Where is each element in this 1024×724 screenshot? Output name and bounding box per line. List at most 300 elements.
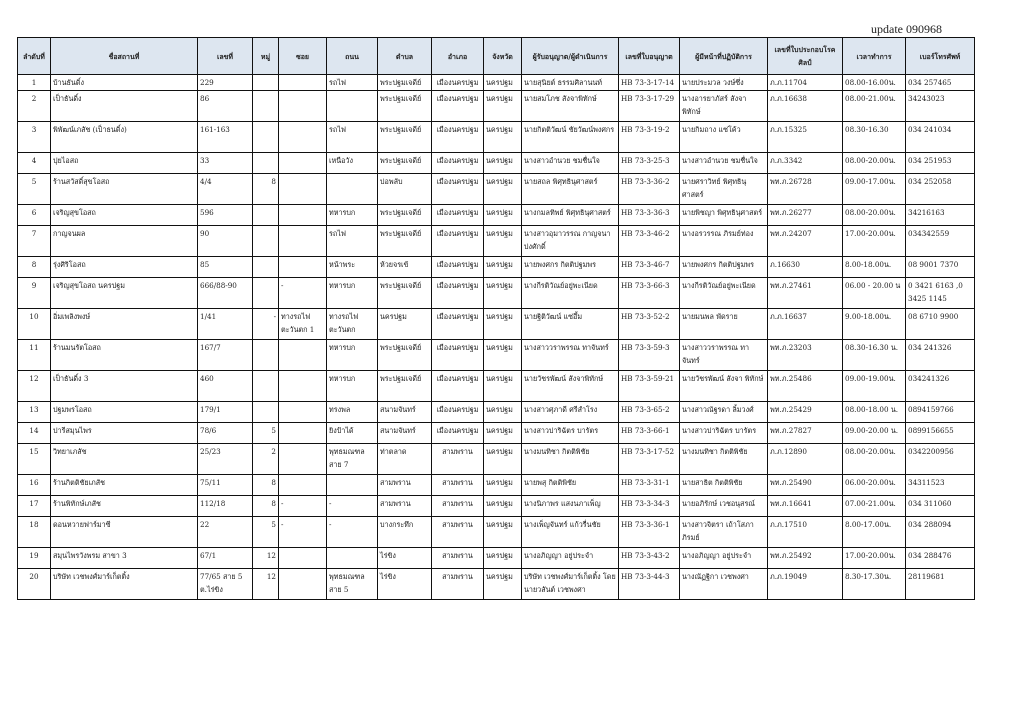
cell-road: ทหารบก (327, 205, 378, 226)
cell-licensee: นายสมโภช สังจาพิทักษ์ (522, 91, 619, 122)
cell-order: 6 (18, 205, 51, 226)
cell-subdistrict: นครปฐม (378, 309, 432, 340)
cell-subdistrict: พระปฐมเจดีย์ (378, 340, 432, 371)
cell-order: 19 (18, 548, 51, 569)
cell-phone: 0 3421 6163 ,0 3425 1145 (906, 278, 975, 309)
cell-order: 3 (18, 122, 51, 153)
cell-province: นครปฐม (484, 91, 522, 122)
cell-license-no: HB 73-3-17-52 (619, 444, 680, 475)
cell-phone: 034 252058 (906, 174, 975, 205)
cell-subdistrict: สนามจันทร์ (378, 402, 432, 423)
cell-moo: 8 (253, 174, 279, 205)
cell-phone: 034 311060 (906, 496, 975, 517)
cell-house-no: 4/4 (198, 174, 253, 205)
cell-phone: 28119681 (906, 569, 975, 600)
cell-moo (253, 205, 279, 226)
cell-soi (279, 444, 327, 475)
header-practitioner-license: เลขที่ใบประกอบโรคศิลป์ (768, 38, 843, 75)
table-row (18, 205, 975, 226)
header-operator: ผู้มีหน้าที่ปฏิบัติการ (680, 38, 768, 75)
cell-soi (279, 257, 327, 278)
cell-order: 18 (18, 517, 51, 548)
cell-subdistrict: สามพราน (378, 475, 432, 496)
cell-license-no: HB 73-3-36-1 (619, 517, 680, 548)
cell-hours: 09.00-19.00น. (843, 371, 906, 402)
cell-hours: 06.00-20.00น. (843, 475, 906, 496)
cell-moo: 12 (253, 548, 279, 569)
cell-order: 14 (18, 423, 51, 444)
cell-moo: 2 (253, 444, 279, 475)
cell-hours: 17.00-20.00น. (843, 548, 906, 569)
cell-district: เมืองนครปฐม (432, 278, 484, 309)
header-district: อำเภอ (432, 38, 484, 75)
cell-road: ทหารบก (327, 340, 378, 371)
cell-operator: นางสาวจิตรา เถ้าโสภา ภิรมย์ (680, 517, 768, 548)
cell-order: 9 (18, 278, 51, 309)
cell-place-name: ร้านสวัสดิ์สุขโอสถ (51, 174, 198, 205)
cell-subdistrict: บางกระทึก (378, 517, 432, 548)
cell-order: 1 (18, 75, 51, 91)
cell-moo: - (253, 309, 279, 340)
cell-moo (253, 91, 279, 122)
cell-license-no: HB 73-3-19-2 (619, 122, 680, 153)
cell-operator: นายวัชรพัฒน์ สังจา พิทักษ์ (680, 371, 768, 402)
cell-district: สามพราน (432, 496, 484, 517)
cell-house-no: 1/41 (198, 309, 253, 340)
cell-province: นครปฐม (484, 153, 522, 174)
cell-license-no: HB 73-3-17-29 (619, 91, 680, 122)
cell-license-no: HB 73-3-46-7 (619, 257, 680, 278)
cell-road: พุทธมณฑล สาย 7 (327, 444, 378, 475)
cell-road: ทรงพล (327, 402, 378, 423)
table-row (18, 174, 975, 205)
cell-license-no: HB 73-3-66-3 (619, 278, 680, 309)
cell-subdistrict: ไร่ขิง (378, 548, 432, 569)
cell-phone: 034 241034 (906, 122, 975, 153)
cell-road: ทหารบก (327, 278, 378, 309)
table-row (18, 122, 975, 153)
header-road: ถนน (327, 38, 378, 75)
cell-district: เมืองนครปฐม (432, 309, 484, 340)
cell-district: เมืองนครปฐม (432, 75, 484, 91)
cell-soi (279, 91, 327, 122)
cell-province: นครปฐม (484, 517, 522, 548)
cell-license-no: HB 73-3-17-14 (619, 75, 680, 91)
cell-practitioner-license: พท.ภ.25429 (768, 402, 843, 423)
cell-soi (279, 340, 327, 371)
cell-place-name: ร้านมนรัตโอสถ (51, 340, 198, 371)
cell-practitioner-license: พท.ภ.27827 (768, 423, 843, 444)
cell-place-name: พิพัฒน์เภสัช (เป็าธนดิ์ง) (51, 122, 198, 153)
cell-province: นครปฐม (484, 75, 522, 91)
cell-license-no: HB 73-3-36-2 (619, 174, 680, 205)
cell-house-no: 85 (198, 257, 253, 278)
cell-order: 4 (18, 153, 51, 174)
cell-license-no: HB 73-3-43-2 (619, 548, 680, 569)
cell-order: 15 (18, 444, 51, 475)
cell-phone: 034342559 (906, 226, 975, 257)
table-row (18, 226, 975, 257)
cell-place-name: เจริญสุขโอสถ (51, 205, 198, 226)
cell-soi (279, 75, 327, 91)
cell-soi (279, 174, 327, 205)
cell-soi (279, 548, 327, 569)
cell-soi (279, 423, 327, 444)
cell-district: เมืองนครปฐม (432, 340, 484, 371)
cell-place-name: เจริญสุขโอสถ นครปฐม (51, 278, 198, 309)
table-row (18, 75, 975, 91)
cell-practitioner-license: พท.ภ.16641 (768, 496, 843, 517)
cell-moo (253, 371, 279, 402)
cell-road: ยิงป้าได้ (327, 423, 378, 444)
cell-moo (253, 340, 279, 371)
cell-license-no: HB 73-3-25-3 (619, 153, 680, 174)
cell-phone: 0894159766 (906, 402, 975, 423)
cell-house-no: 25/23 (198, 444, 253, 475)
cell-practitioner-license: ภ.ภ.11704 (768, 75, 843, 91)
cell-house-no: 77/65 สาย 5 ต.ไร่ขิง (198, 569, 253, 600)
cell-phone: 034 241326 (906, 340, 975, 371)
cell-operator: นายสาธิต กิตติพิชัย (680, 475, 768, 496)
cell-hours: 08.00-21.00น. (843, 91, 906, 122)
cell-order: 10 (18, 309, 51, 340)
cell-practitioner-license: พท.ภ.27461 (768, 278, 843, 309)
cell-hours: 08.30-16.30 น. (843, 340, 906, 371)
cell-licensee: นายพสุ กิตติพิชัย (522, 475, 619, 496)
cell-place-name: เป็าธันดิ์ง 3 (51, 371, 198, 402)
cell-road: รถไฟ (327, 75, 378, 91)
cell-province: นครปฐม (484, 205, 522, 226)
table-row (18, 475, 975, 496)
cell-operator: นายพิชญา พิศุทธินุศาสตร์ (680, 205, 768, 226)
cell-road (327, 548, 378, 569)
cell-subdistrict: พระปฐมเจดีย์ (378, 75, 432, 91)
cell-operator: นางณัฏฐิกา เวชพงศา (680, 569, 768, 600)
cell-subdistrict: พระปฐมเจดีย์ (378, 91, 432, 122)
cell-operator: นางสาววราพรรณ ทา จันทร์ (680, 340, 768, 371)
cell-operator: นางกีรติวัณย์อยู่พะเนียด (680, 278, 768, 309)
table-row (18, 91, 975, 122)
cell-soi (279, 371, 327, 402)
cell-hours: 8.30-17.30น. (843, 569, 906, 600)
cell-house-no: 112/18 (198, 496, 253, 517)
cell-practitioner-license: พท.ภ.24207 (768, 226, 843, 257)
cell-province: นครปฐม (484, 257, 522, 278)
cell-phone: 34243023 (906, 91, 975, 122)
cell-licensee: นายสุนิยต์ ธรรมศิลานนท์ (522, 75, 619, 91)
cell-phone: 034 288094 (906, 517, 975, 548)
cell-licensee: นางสาวอำนวย ชมชื่นใจ (522, 153, 619, 174)
cell-place-name: ร้านพิทักษ์เภสัช (51, 496, 198, 517)
cell-operator: นายกิมถาง แซ่โค้ว (680, 122, 768, 153)
cell-place-name: เป็าธันดิ์ง (51, 91, 198, 122)
cell-license-no: HB 73-3-59-3 (619, 340, 680, 371)
cell-province: นครปฐม (484, 226, 522, 257)
cell-subdistrict: พระปฐมเจดีย์ (378, 278, 432, 309)
cell-moo (253, 402, 279, 423)
cell-license-no: HB 73-3-36-3 (619, 205, 680, 226)
cell-phone: 034 251953 (906, 153, 975, 174)
cell-operator: นางมนทิชา กิตติพิชัย (680, 444, 768, 475)
cell-phone: 34311523 (906, 475, 975, 496)
cell-moo (253, 122, 279, 153)
cell-district: เมืองนครปฐม (432, 174, 484, 205)
header-row (18, 38, 975, 75)
cell-province: นครปฐม (484, 423, 522, 444)
cell-road: - (327, 517, 378, 548)
header-moo: หมู่ (253, 38, 279, 75)
header-soi: ซอย (279, 38, 327, 75)
cell-licensee: นางสาวศุภาดี ศรีสำโรง (522, 402, 619, 423)
cell-practitioner-license: ภ.ภ.12890 (768, 444, 843, 475)
cell-soi (279, 205, 327, 226)
cell-house-no: 161-163 (198, 122, 253, 153)
cell-soi (279, 569, 327, 600)
cell-subdistrict: พระปฐมเจดีย์ (378, 153, 432, 174)
cell-operator: นางสาวปาริฉัตร บารัตร (680, 423, 768, 444)
cell-soi: - (279, 278, 327, 309)
cell-district: เมืองนครปฐม (432, 226, 484, 257)
cell-road: - (327, 496, 378, 517)
update-label: update 090968 (871, 22, 942, 36)
cell-subdistrict: ไร่ขิง (378, 569, 432, 600)
cell-license-no: HB 73-3-65-2 (619, 402, 680, 423)
cell-subdistrict: ท่าตลาด (378, 444, 432, 475)
cell-house-no: 460 (198, 371, 253, 402)
cell-district: เมืองนครปฐม (432, 153, 484, 174)
cell-license-no: HB 73-3-44-3 (619, 569, 680, 600)
cell-order: 12 (18, 371, 51, 402)
cell-soi (279, 153, 327, 174)
cell-order: 17 (18, 496, 51, 517)
cell-place-name: ปฐมพรโอสถ (51, 402, 198, 423)
cell-operator: นางสาวอำนวย ชมชื่นใจ (680, 153, 768, 174)
cell-hours: 08.30-16.30 (843, 122, 906, 153)
cell-licensee: บริษัท เวชพงศ์มาร์เก็ตติ้ง โดย นายวสันต์ เวชพงศา (522, 569, 619, 600)
cell-district: สามพราน (432, 569, 484, 600)
cell-province: นครปฐม (484, 309, 522, 340)
cell-hours: 08.00-18.00 น. (843, 402, 906, 423)
cell-subdistrict: พระปฐมเจดีย์ (378, 226, 432, 257)
cell-license-no: HB 73-3-52-2 (619, 309, 680, 340)
header-hours: เวลาทำการ (843, 38, 906, 75)
cell-moo: 8 (253, 475, 279, 496)
cell-hours: 08.00-20.00น. (843, 444, 906, 475)
cell-place-name: บ้านธันดิ์ง (51, 75, 198, 91)
cell-hours: 07.00-21.00น. (843, 496, 906, 517)
header-phone: เบอร์โทรศัพท์ (906, 38, 975, 75)
cell-licensee: นางสาววราพรรณ ทาจันทร์ (522, 340, 619, 371)
cell-road: ทางรถไฟ ตะวันตก (327, 309, 378, 340)
cell-road (327, 91, 378, 122)
cell-road: หน้าพระ (327, 257, 378, 278)
cell-licensee: นางสาวปาริฉัตร บารัตร (522, 423, 619, 444)
cell-hours: 8.00-18.00น. (843, 257, 906, 278)
cell-practitioner-license: ภ.ภ.17510 (768, 517, 843, 548)
cell-practitioner-license: พท.ภ.23203 (768, 340, 843, 371)
cell-practitioner-license: พท.ภ.25492 (768, 548, 843, 569)
cell-order: 20 (18, 569, 51, 600)
cell-license-no: HB 73-3-66-1 (619, 423, 680, 444)
cell-phone: 034 257465 (906, 75, 975, 91)
table-row (18, 278, 975, 309)
cell-practitioner-license: ภ.ภ.16638 (768, 91, 843, 122)
cell-licensee: นางกมลทิพย์ พิศุทธินุศาสตร์ (522, 205, 619, 226)
cell-order: 5 (18, 174, 51, 205)
table-row (18, 496, 975, 517)
cell-house-no: 86 (198, 91, 253, 122)
cell-practitioner-license: ภ.ภ.15325 (768, 122, 843, 153)
cell-place-name: ดอนหวายฟาร์มาซี (51, 517, 198, 548)
cell-practitioner-license: พท.ภ.26277 (768, 205, 843, 226)
table-row (18, 517, 975, 548)
cell-moo: 12 (253, 569, 279, 600)
cell-subdistrict: สามพราน (378, 496, 432, 517)
cell-licensee: นายฐิติวัฒน์ แซ่อึ้ม (522, 309, 619, 340)
cell-hours: 08.00-16.00น. (843, 75, 906, 91)
cell-phone: 0342200956 (906, 444, 975, 475)
cell-house-no: 229 (198, 75, 253, 91)
cell-province: นครปฐม (484, 402, 522, 423)
cell-road (327, 174, 378, 205)
cell-phone: 034241326 (906, 371, 975, 402)
cell-moo (253, 153, 279, 174)
cell-licensee: นางกีรติวัณย์อยู่พะเนียด (522, 278, 619, 309)
cell-practitioner-license: พท.ภ.26728 (768, 174, 843, 205)
cell-license-no: HB 73-3-46-2 (619, 226, 680, 257)
cell-operator: นางอภิญญา อยู่ประจำ (680, 548, 768, 569)
table-row (18, 423, 975, 444)
table-row (18, 444, 975, 475)
cell-hours: 09.00-20.00 น. (843, 423, 906, 444)
cell-place-name: วิทยาเภสัช (51, 444, 198, 475)
cell-operator: นางอารยาภัสร์ สังจา พิทักษ์ (680, 91, 768, 122)
cell-operator: นายพงศกร กิตติปฐมพร (680, 257, 768, 278)
cell-subdistrict: สนามจันทร์ (378, 423, 432, 444)
cell-district: เมืองนครปฐม (432, 122, 484, 153)
cell-house-no: 666/88-90 (198, 278, 253, 309)
cell-soi: ทางรถไฟ ตะวันตก 1 (279, 309, 327, 340)
cell-district: เมืองนครปฐม (432, 205, 484, 226)
cell-phone: 0899156655 (906, 423, 975, 444)
cell-province: นครปฐม (484, 174, 522, 205)
cell-district: สามพราน (432, 444, 484, 475)
cell-house-no: 75/11 (198, 475, 253, 496)
cell-subdistrict: พระปฐมเจดีย์ (378, 371, 432, 402)
cell-moo (253, 278, 279, 309)
header-province: จังหวัด (484, 38, 522, 75)
cell-operator: นายศราวิทย์ พิศุทธินุ ศาสตร์ (680, 174, 768, 205)
cell-place-name: กาญจนผล (51, 226, 198, 257)
pharmacy-table (17, 37, 975, 600)
cell-district: สามพราน (432, 475, 484, 496)
cell-hours: 08.00-20.00น. (843, 153, 906, 174)
cell-moo: 8 (253, 496, 279, 517)
cell-licensee: นางอภิญญา อยู่ประจำ (522, 548, 619, 569)
cell-practitioner-license: ภ.16630 (768, 257, 843, 278)
cell-operator: นายประมวล วงษ์ซึ่ง (680, 75, 768, 91)
cell-place-name: รุ่งศิริโอสถ (51, 257, 198, 278)
cell-road (327, 475, 378, 496)
cell-hours: 9.00-18.00น. (843, 309, 906, 340)
cell-house-no: 167/7 (198, 340, 253, 371)
cell-place-name: อิ่มเพลิงพงษ์ (51, 309, 198, 340)
cell-operator: นางอรวรรณ ภิรมย์ท่อง (680, 226, 768, 257)
cell-practitioner-license: พท.ภ.25486 (768, 371, 843, 402)
cell-moo: 5 (253, 423, 279, 444)
cell-practitioner-license: ภ.ภ.3342 (768, 153, 843, 174)
cell-road: รถไฟ (327, 226, 378, 257)
cell-practitioner-license: ภ.ภ.16637 (768, 309, 843, 340)
header-licensee: ผู้รับอนุญาต/ผู้ดำเนินการ (522, 38, 619, 75)
cell-license-no: HB 73-3-59-21 (619, 371, 680, 402)
cell-district: สามพราน (432, 517, 484, 548)
table-row (18, 257, 975, 278)
cell-road: เหนือวัง (327, 153, 378, 174)
cell-road: ทหารบก (327, 371, 378, 402)
cell-moo (253, 257, 279, 278)
table-row (18, 569, 975, 600)
cell-phone: 034 288476 (906, 548, 975, 569)
cell-house-no: 596 (198, 205, 253, 226)
table-row (18, 402, 975, 423)
cell-house-no: 78/6 (198, 423, 253, 444)
cell-licensee: นายวัชรพัฒน์ สังจาพิทักษ์ (522, 371, 619, 402)
cell-district: เมืองนครปฐม (432, 402, 484, 423)
cell-soi: - (279, 496, 327, 517)
cell-subdistrict: ห้วยจรเข้ (378, 257, 432, 278)
cell-province: นครปฐม (484, 340, 522, 371)
cell-place-name: ร้านกิตติชัยเภสัช (51, 475, 198, 496)
cell-licensee: นางมนทิชา กิตติพิชัย (522, 444, 619, 475)
cell-licensee: นายกิตติวัฒน์ ชัยวัฒน์พงศกร (522, 122, 619, 153)
cell-soi (279, 475, 327, 496)
cell-house-no: 22 (198, 517, 253, 548)
cell-soi (279, 226, 327, 257)
cell-order: 16 (18, 475, 51, 496)
cell-operator: นายมนพล พัดราย (680, 309, 768, 340)
cell-province: นครปฐม (484, 278, 522, 309)
header-order: ลำดับที่ (18, 38, 51, 75)
cell-house-no: 179/1 (198, 402, 253, 423)
cell-practitioner-license: พท.ภ.25490 (768, 475, 843, 496)
cell-place-name: บริษัท เวชพงศ์มาร์เก็ตติ้ง (51, 569, 198, 600)
cell-road: รถไฟ (327, 122, 378, 153)
cell-place-name: สมุนไพรวังพรม สาขา 3 (51, 548, 198, 569)
cell-soi (279, 122, 327, 153)
cell-province: นครปฐม (484, 444, 522, 475)
cell-house-no: 67/1 (198, 548, 253, 569)
cell-phone: 08 6710 9900 (906, 309, 975, 340)
header-house-no: เลขที่ (198, 38, 253, 75)
cell-licensee: นางนิภาพร แสงนภาเพ็ญ (522, 496, 619, 517)
cell-hours: 08.00-20.00น. (843, 205, 906, 226)
cell-province: นครปฐม (484, 548, 522, 569)
cell-licensee: นายสถล พิศุทธินุศาสตร์ (522, 174, 619, 205)
header-subdistrict: ตำบล (378, 38, 432, 75)
cell-house-no: 90 (198, 226, 253, 257)
cell-phone: 08 9001 7370 (906, 257, 975, 278)
cell-licensee: นางสาวอุมาวรรณ กาญจนาบ่งศักดิ์ (522, 226, 619, 257)
cell-moo (253, 226, 279, 257)
cell-house-no: 33 (198, 153, 253, 174)
cell-phone: 34216163 (906, 205, 975, 226)
cell-license-no: HB 73-3-31-1 (619, 475, 680, 496)
cell-operator: นายอภิรักษ์ เวชอนุสรณ์ (680, 496, 768, 517)
cell-soi (279, 402, 327, 423)
cell-subdistrict: พระปฐมเจดีย์ (378, 205, 432, 226)
cell-soi: - (279, 517, 327, 548)
